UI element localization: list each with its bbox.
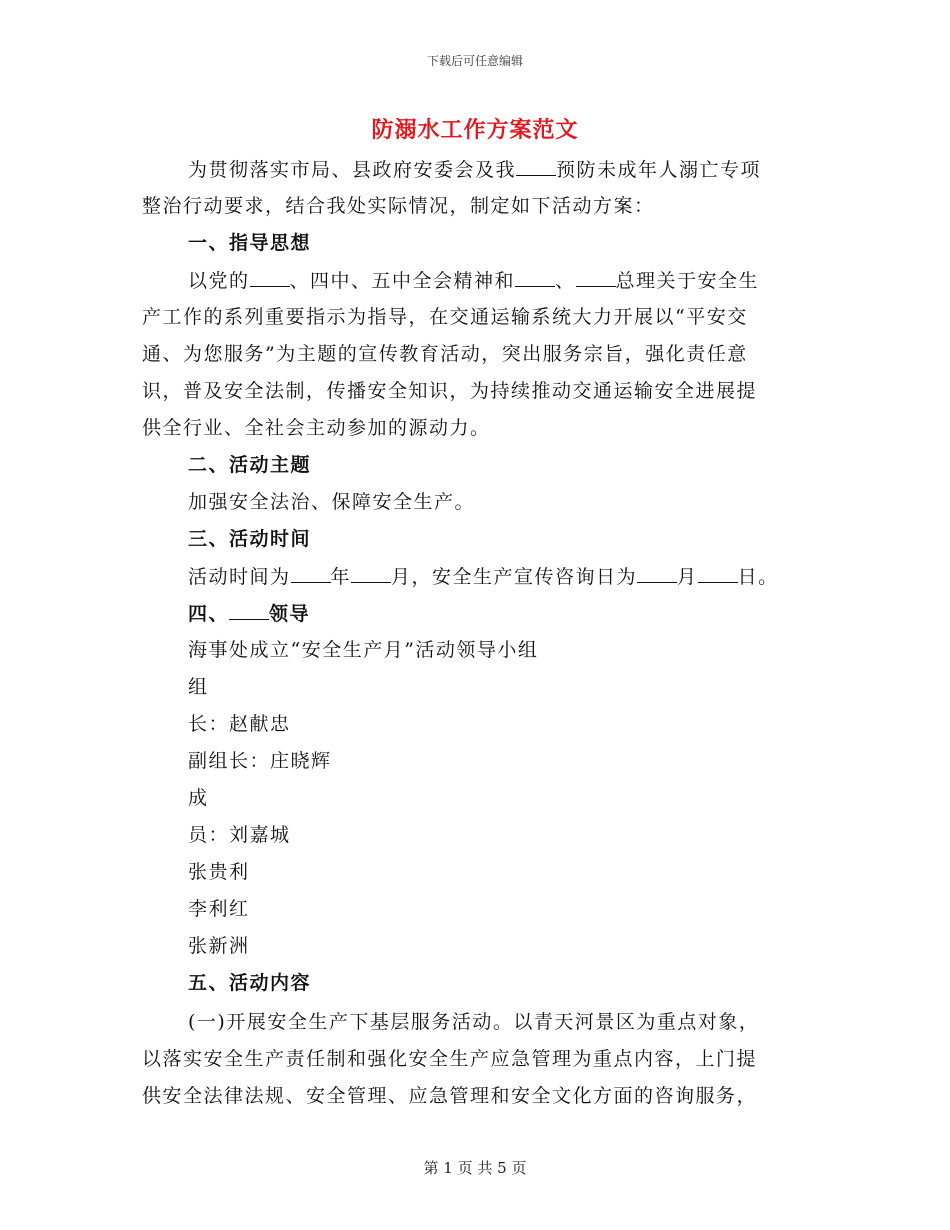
section3-line	[188, 564, 779, 589]
blank	[637, 564, 677, 583]
section1-text-2: 、四中、五中全会精神和	[289, 270, 516, 292]
blank	[250, 268, 290, 287]
section4-heading-a: 四、	[188, 603, 230, 625]
blank	[576, 268, 616, 287]
intro-line-2: 整治行动要求，结合我处实际情况，制定如下活动方案：	[142, 195, 655, 217]
section1-line-2: 产工作的系列重要指示为指导，在交通运输系统大力开展以“平安交	[142, 306, 748, 328]
page-footer: 第 1 页 共 5 页	[423, 1159, 527, 1177]
section5-line-2: 以落实安全生产责任制和强化安全生产应急管理为重点内容，上门提	[142, 1048, 758, 1070]
blank	[229, 601, 269, 620]
section3-text-5: 日。	[737, 566, 779, 588]
section-heading-4	[188, 601, 310, 626]
section1-text-1: 以党的	[188, 270, 250, 292]
section1-text-4: 总理关于安全生	[615, 270, 760, 292]
section4-heading-b: 领导	[269, 603, 311, 625]
intro-text-a: 为贯彻落实市局、县政府安委会及我	[188, 159, 517, 181]
section1-line-1	[188, 268, 759, 293]
section1-line-5: 供全行业、全社会主动参加的源动力。	[142, 417, 491, 439]
section5-line-1: (一)开展安全生产下基层服务活动。以青天河景区为重点对象，	[188, 1011, 760, 1033]
section4-line: 海事处成立“安全生产月”活动领导小组	[188, 639, 539, 661]
section2-text: 加强安全法治、保障安全生产。	[188, 491, 476, 513]
section4-line: 成	[188, 787, 209, 809]
section4-line: 张贵利	[188, 861, 250, 883]
section4-line: 长：赵献忠	[188, 713, 291, 735]
section-heading-2: 二、活动主题	[188, 454, 312, 476]
section-heading-1: 一、指导思想	[188, 232, 312, 254]
section4-line: 李利红	[188, 898, 250, 920]
blank	[291, 564, 331, 583]
blank	[515, 268, 555, 287]
section-heading-5: 五、活动内容	[188, 972, 312, 994]
section3-text-3: 月，安全生产宣传咨询日为	[391, 566, 638, 588]
section4-line: 副组长：庄晓辉	[188, 750, 332, 772]
section4-line: 组	[188, 676, 209, 698]
intro-line-1	[188, 157, 761, 182]
section5-line-3: 供安全法律法规、安全管理、应急管理和安全文化方面的咨询服务，	[142, 1085, 758, 1107]
section3-text-2: 年	[330, 566, 352, 588]
section1-text-3: 、	[555, 270, 576, 292]
section1-line-4: 识，普及安全法制，传播安全知识，为持续推动交通运输安全进展提	[142, 380, 758, 402]
blank	[351, 564, 391, 583]
section-heading-3: 三、活动时间	[188, 528, 312, 550]
document-title: 防溺水工作方案范文	[371, 117, 579, 143]
section3-text-1: 活动时间为	[188, 566, 291, 588]
blank	[698, 564, 738, 583]
blank	[516, 157, 556, 176]
intro-text-b: 预防未成年人溺亡专项	[556, 159, 762, 181]
page-header: 下载后可任意编辑	[426, 54, 523, 68]
section3-text-4: 月	[677, 566, 698, 588]
section1-line-3: 通、为您服务”为主题的宣传教育活动，突出服务宗旨，强化责任意	[142, 343, 748, 365]
section4-line: 员：刘嘉城	[188, 824, 291, 846]
section4-line: 张新洲	[188, 935, 250, 957]
